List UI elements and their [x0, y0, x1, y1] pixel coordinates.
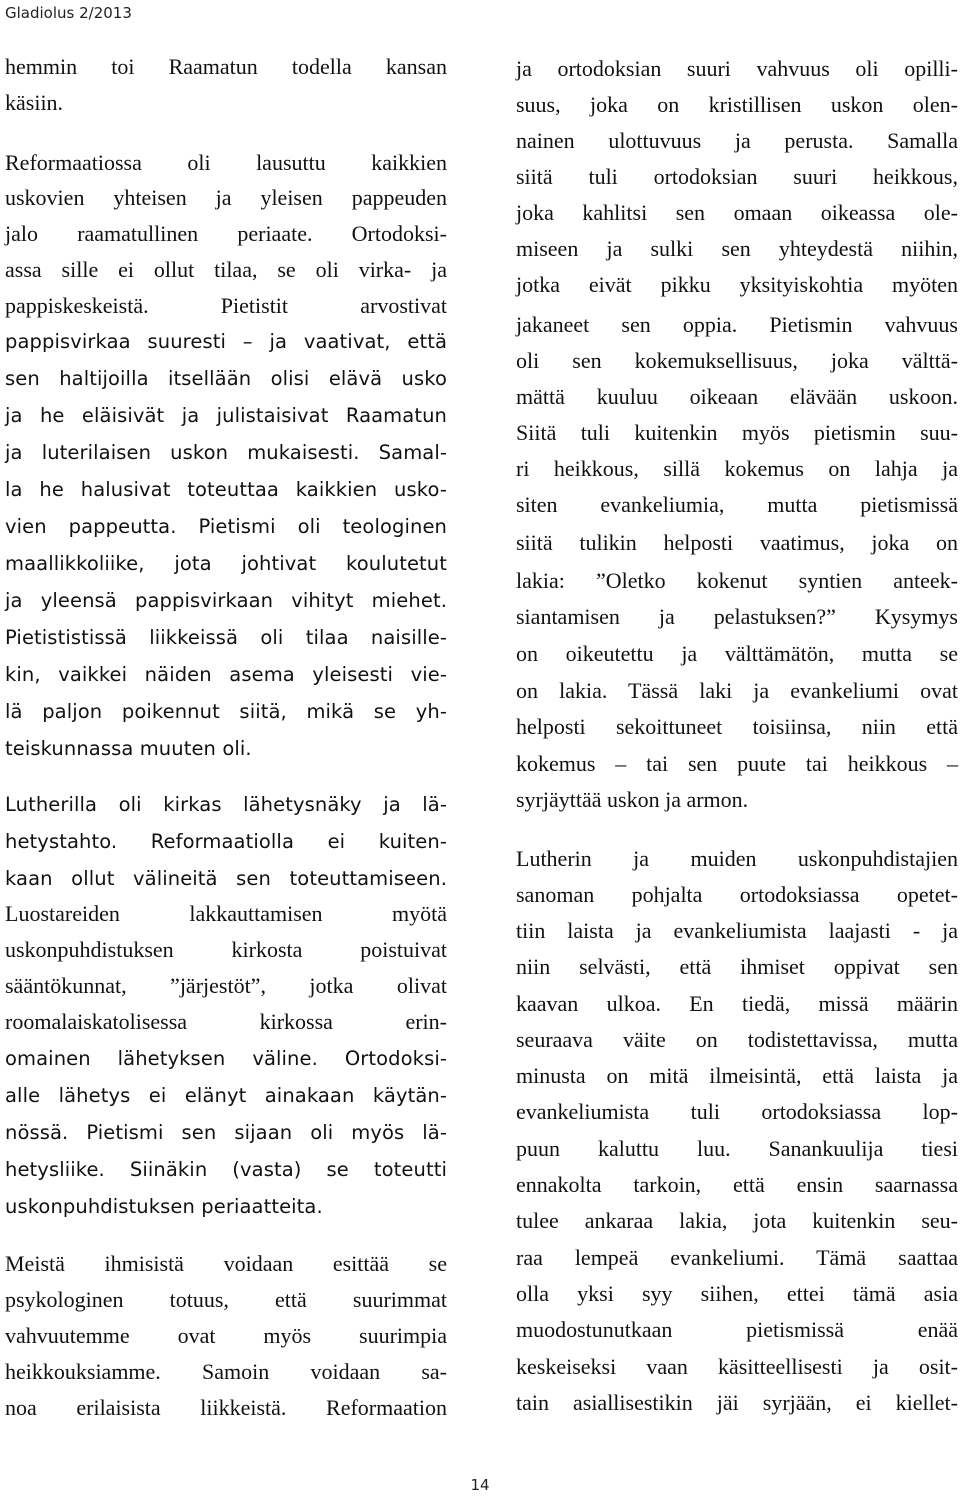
text-line: siantamisen ja pelastuksen?” Kysymys: [516, 604, 958, 629]
text-line: Reformaatiossa oli lausuttu kaikkien: [5, 150, 447, 175]
text-line: vahvuutemme ovat myös suurimpia: [5, 1323, 447, 1348]
text-line: ja ortodoksian suuri vahvuus oli opilli-: [516, 56, 958, 81]
text-line: heikkouksiamme. Samoin voidaan sa-: [5, 1359, 447, 1384]
text-line: miseen ja sulki sen yhteydestä niihin,: [516, 236, 958, 261]
text-line: kin, vaikkei näiden asema yleisesti vie-: [5, 663, 447, 686]
text-line: ja yleensä pappisvirkaan vihityt miehet.: [5, 589, 447, 612]
text-line: seuraava väite on todistettavissa, mutta: [516, 1027, 958, 1052]
text-line: ennakolta tarkoin, että ensin saarnassa: [516, 1172, 958, 1197]
text-line: käsiin.: [5, 90, 64, 115]
text-line: psykologinen totuus, että suurimmat: [5, 1287, 447, 1312]
text-line: ri heikkous, sillä kokemus on lahja ja: [516, 456, 958, 481]
text-line: kaavan ulkoa. En tiedä, missä määrin: [516, 991, 958, 1016]
text-line: la he halusivat toteuttaa kaikkien usko-: [5, 478, 447, 501]
text-line: roomalaiskatolisessa kirkossa erin-: [5, 1009, 447, 1034]
text-line: omainen lähetyksen väline. Ortodoksi-: [5, 1047, 447, 1070]
text-line: hemmin toi Raamatun todella kansan: [5, 54, 447, 79]
text-line: ja luterilaisen uskon mukaisesti. Samal-: [5, 441, 447, 464]
text-line: hetystahto. Reformaatiolla ei kuiten-: [5, 830, 447, 853]
text-line: kaan ollut välineitä sen toteuttamiseen.: [5, 867, 447, 890]
text-line: uskovien yhteisen ja yleisen pappeuden: [5, 185, 447, 210]
text-line: suus, joka on kristillisen uskon olen-: [516, 92, 958, 117]
text-line: vien pappeutta. Pietismi oli teologinen: [5, 515, 447, 538]
text-line: lä paljon poikennut siitä, mikä se yh-: [5, 700, 447, 723]
text-line: sanoman pohjalta ortodoksiassa opetet-: [516, 882, 958, 907]
text-line: minusta on mitä ilmeisintä, että laista ja: [516, 1063, 958, 1088]
text-line: ja he eläisivät ja julistaisivat Raamatun: [5, 404, 447, 427]
text-line: teiskunnassa muuten oli.: [5, 737, 252, 760]
text-line: siten evankeliumia, mutta pietismissä: [516, 492, 958, 517]
text-line: sen haltijoilla itsellään olisi elävä usko: [5, 367, 447, 390]
text-line: helposti sekoittuneet toisiinsa, niin että: [516, 714, 958, 739]
text-line: puun kaluttu luu. Sanankuulija tiesi: [516, 1136, 958, 1161]
journal-header: Gladiolus 2/2013: [5, 4, 132, 22]
text-line: tain asiallisestikin jäi syrjään, ei kiellet-: [516, 1390, 958, 1415]
text-line: raa lempeä evankeliumi. Tämä saattaa: [516, 1245, 958, 1270]
text-line: maallikkoliike, jota johtivat koulutetut: [5, 552, 447, 575]
text-line: jakaneet sen oppia. Pietismin vahvuus: [516, 312, 958, 337]
text-line: lakia: ”Oletko kokenut syntien anteek-: [516, 568, 958, 593]
text-line: nössä. Pietismi sen sijaan oli myös lä-: [5, 1121, 447, 1144]
text-line: jotka eivät pikku yksityiskohtia myöten: [516, 272, 958, 297]
text-line: assa sille ei ollut tilaa, se oli virka- ja: [5, 257, 447, 282]
text-line: uskonpuhdistuksen periaatteita.: [5, 1195, 323, 1218]
text-line: siitä tulikin helposti vaatimus, joka on: [516, 530, 958, 555]
text-line: evankeliumista tuli ortodoksiassa lop-: [516, 1099, 958, 1124]
text-line: Lutherilla oli kirkas lähetysnäky ja lä-: [5, 793, 447, 816]
text-line: joka kahlitsi sen omaan oikeassa ole-: [516, 200, 958, 225]
text-line: niin selvästi, että ihmiset oppivat sen: [516, 954, 958, 979]
text-line: siitä tuli ortodoksian suuri heikkous,: [516, 164, 958, 189]
text-line: tiin laista ja evankeliumista laajasti - ja: [516, 918, 958, 943]
text-line: Lutherin ja muiden uskonpuhdistajien: [516, 846, 958, 871]
text-line: Meistä ihmisistä voidaan esittää se: [5, 1251, 447, 1276]
text-line: sääntökunnat, ”järjestöt”, jotka olivat: [5, 973, 447, 998]
text-line: on oikeutettu ja välttämätön, mutta se: [516, 641, 958, 666]
text-line: pappisvirkaa suuresti – ja vaativat, että: [5, 330, 447, 353]
text-line: Luostareiden lakkauttamisen myötä: [5, 901, 447, 926]
text-line: jalo raamatullinen periaate. Ortodoksi-: [5, 221, 447, 246]
text-line: mättä kuuluu oikeaan elävään uskoon.: [516, 384, 958, 409]
page-number: 14: [470, 1476, 490, 1494]
text-line: Siitä tuli kuitenkin myös pietismin suu-: [516, 420, 958, 445]
text-line: kokemus – tai sen puute tai heikkous –: [516, 751, 958, 776]
text-line: muodostunutkaan pietismissä enää: [516, 1317, 958, 1342]
text-line: noa erilaisista liikkeistä. Reformaation: [5, 1395, 447, 1420]
text-line: pappiskeskeistä. Pietistit arvostivat: [5, 293, 447, 318]
text-line: oli sen kokemuksellisuus, joka välttä-: [516, 348, 958, 373]
text-line: on lakia. Tässä laki ja evankeliumi ovat: [516, 678, 958, 703]
text-line: syrjäyttää uskon ja armon.: [516, 787, 749, 812]
text-line: nainen ulottuvuus ja perusta. Samalla: [516, 128, 958, 153]
text-line: tulee ankaraa lakia, jota kuitenkin seu-: [516, 1208, 958, 1233]
text-line: alle lähetys ei elänyt ainakaan käytän-: [5, 1084, 447, 1107]
text-line: keskeiseksi vaan käsitteellisesti ja osit-: [516, 1354, 958, 1379]
text-line: Pietististissä liikkeissä oli tilaa naisille-: [5, 626, 447, 649]
text-line: hetysliike. Siinäkin (vasta) se toteutti: [5, 1158, 447, 1181]
text-line: uskonpuhdistuksen kirkosta poistuivat: [5, 937, 447, 962]
text-line: olla yksi syy siihen, ettei tämä asia: [516, 1281, 958, 1306]
